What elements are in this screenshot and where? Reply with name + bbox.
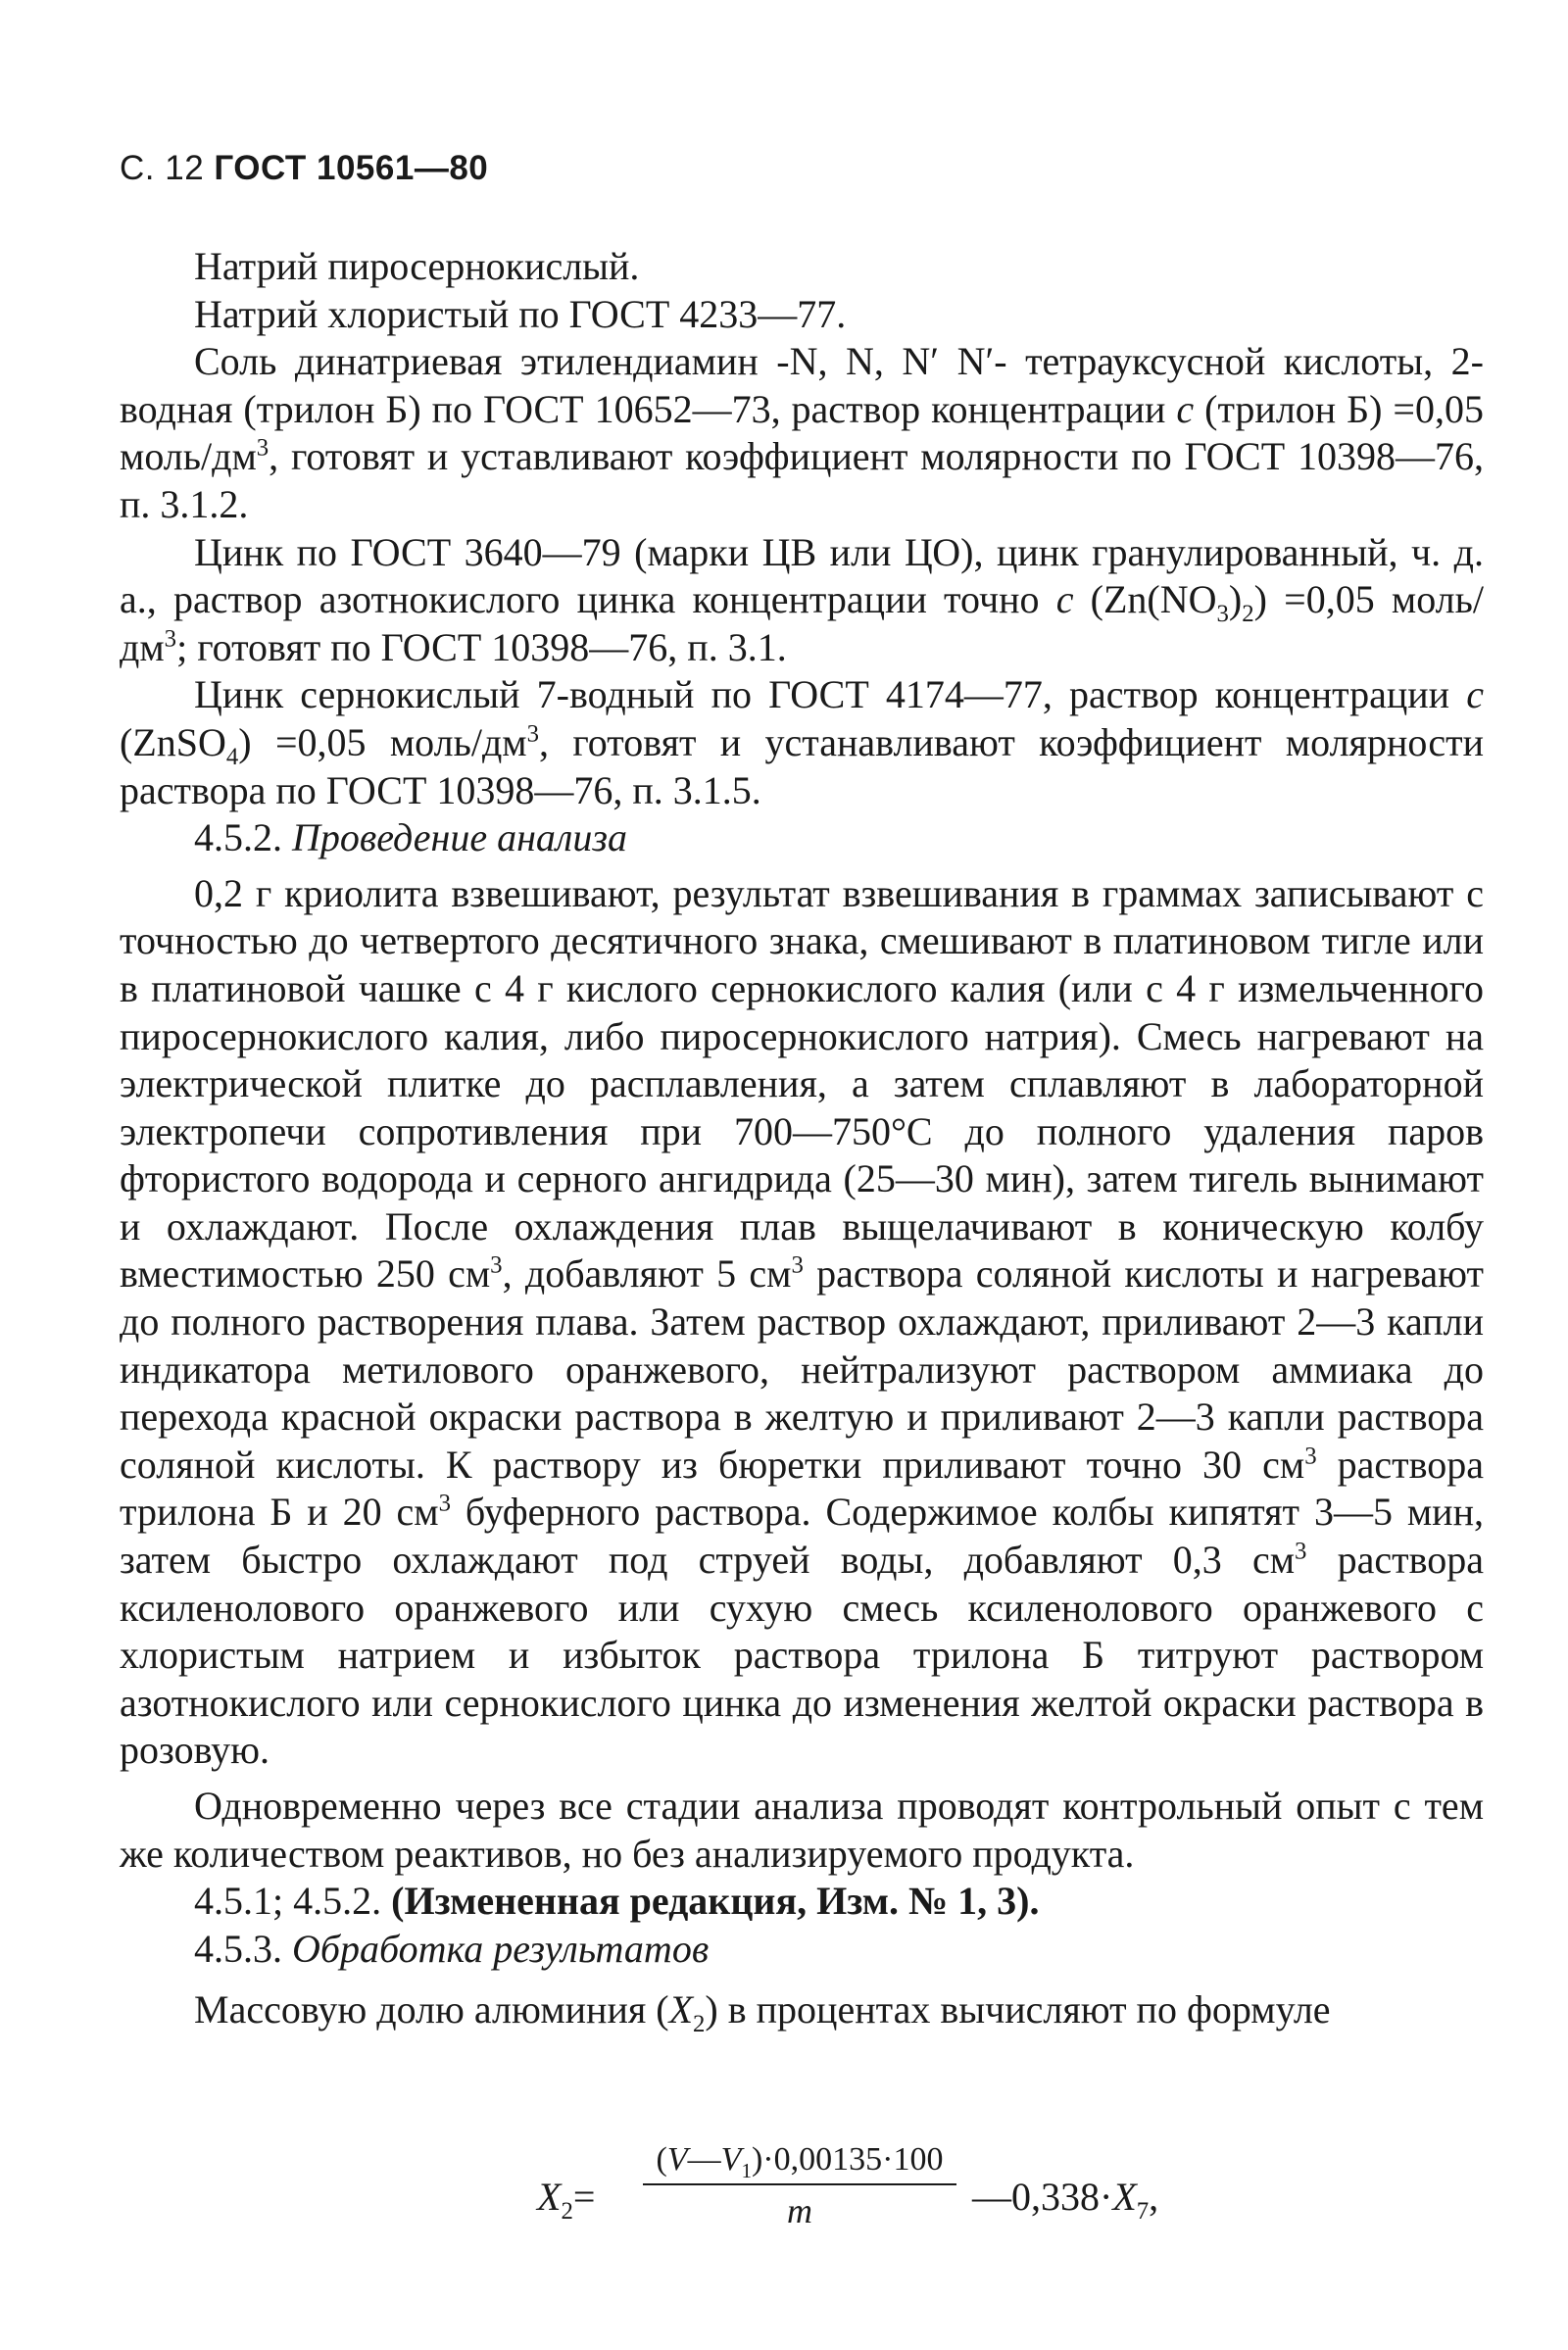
superscript: 3 (791, 1252, 804, 1280)
variable: V (720, 2141, 742, 2178)
paragraph (120, 671, 1484, 814)
subscript: 1 (741, 2158, 752, 2182)
text-run: Массовую долю алюминия ( (194, 1987, 669, 2032)
subscript: 3 (1216, 601, 1229, 628)
text-run: ; готовят по ГОСТ 10398—76, п. 3.1. (176, 624, 787, 669)
text-run: ) (1228, 577, 1243, 622)
text-run: раствора соляной кислоты и нагревают до полного растворения плава. Затем раствор охлаждают, приливают 2—3 капли индикатора метилового оранжевого, нейтрализуют раствором аммиака до перехода красной окраски раствора в желтую и приливают 2—3 капли раствора соляной кислоты. К раствору из бюретки приливают точно 30 см (120, 1251, 1484, 1487)
variable: X (1112, 2175, 1137, 2219)
text-run: ) =0,05 моль/дм (120, 577, 1484, 669)
formula-numerator (643, 2138, 956, 2181)
superscript: 3 (1304, 1443, 1317, 1470)
subscript: 2 (693, 2011, 706, 2038)
text-run: (ZnSO (120, 719, 226, 764)
variable: c (1055, 577, 1074, 622)
variable: X (668, 1987, 694, 2032)
text-run: , готовят и уставливают коэффициент молярности по ГОСТ 10398—76, п. 3.1.2. (120, 434, 1484, 526)
text-run: ) в процентах вычисляют по формуле (705, 1987, 1331, 2032)
amendment-note (120, 1878, 1484, 1926)
text-run: Соль динатриевая этилендиамин -N, N, N′ N′- тетрауксусной кислоты, 2-водная (трилон Б) по ГОСТ 10652—73, раствор концентрации (120, 339, 1484, 431)
text-run: Одновременно через все стадии анализа проводят контрольный опыт с тем же количеством реактивов, но без анализируемого продукта. (120, 1784, 1484, 1876)
text-run: ( (656, 2141, 667, 2178)
section-title: Проведение анализа (292, 815, 627, 860)
section-number: 4.5.2. (194, 815, 292, 860)
superscript: 3 (438, 1491, 452, 1518)
equals-sign: = (572, 2175, 596, 2219)
variable: c (1176, 386, 1195, 431)
body-text (120, 243, 1485, 2038)
text-run: — (687, 2141, 721, 2178)
amendment-label: (Измененная редакция, Изм. № 1, 3). (391, 1879, 1040, 1924)
paragraph (120, 1783, 1484, 1878)
section-number: 4.5.3. (194, 1926, 292, 1971)
section-heading-4-5-2 (120, 814, 1484, 862)
superscript: 3 (256, 435, 270, 463)
text-run: Натрий пиросернокислый. (194, 244, 640, 288)
paragraph (120, 243, 1484, 291)
subscript: 4 (225, 743, 239, 770)
variable: c (1466, 672, 1484, 717)
standard-code: ГОСТ 10561—80 (214, 149, 489, 187)
text-run: )·0,00135·100 (751, 2141, 944, 2178)
superscript: 3 (164, 625, 177, 653)
formula-fraction (643, 2138, 956, 2232)
section-heading-4-5-3 (120, 1926, 1484, 1974)
text-run: (трилон Б) =0,05 моль/дм (120, 386, 1484, 479)
text-run: раствора трилона Б и 20 см (120, 1442, 1485, 1535)
text-run: раствора ксиленолового оранжевого или сухую смесь ксиленолового оранжевого с хлористым натрием и избыток раствора трилона Б титруют раствором азотнокислого или сернокислого цинка до изменения желтой окраски раствора в розовую. (120, 1538, 1484, 1773)
superscript: 3 (490, 1252, 503, 1280)
text-run: Цинк по ГОСТ 3640—79 (марки ЦВ или ЦО), цинк гранулированный, ч. д. а., раствор азотнокислого цинка концентрации точно (120, 529, 1484, 622)
variable: V (666, 2141, 688, 2178)
paragraph (120, 1986, 1484, 2038)
text-run: буферного раствора. Содержимое колбы кипятят 3—5 мин, затем быстро охлаждают под струей воды, добавляют 0,3 см (120, 1490, 1484, 1583)
text-run: , готовят и устанавливают коэффициент молярности раствора по ГОСТ 10398—76, п. 3.1.5. (120, 719, 1484, 812)
text-run: Натрий хлористый по ГОСТ 4233—77. (194, 291, 847, 336)
formula-denominator: m (787, 2191, 812, 2230)
formula-lhs (537, 2174, 596, 2225)
variable: X (537, 2175, 562, 2219)
formula-rhs (972, 2174, 1159, 2225)
superscript: 3 (1295, 1538, 1307, 1565)
page-number: С. 12 (120, 149, 205, 187)
paragraph (120, 529, 1484, 672)
text-run: —0,338· (972, 2175, 1113, 2219)
superscript: 3 (526, 720, 540, 748)
formula-x2 (537, 2138, 1321, 2256)
paragraph (120, 870, 1484, 1775)
text-run: ) =0,05 моль/дм (238, 719, 527, 764)
paragraph (120, 291, 1484, 339)
section-title: Обработка результатов (292, 1926, 710, 1971)
page-header (120, 149, 488, 188)
subscript: 7 (1136, 2198, 1150, 2225)
text-run: (Zn(NO (1073, 577, 1217, 622)
subscript: 2 (1242, 601, 1254, 628)
text-run: 0,2 г криолита взвешивают, результат взвешивания в граммах записывают с точностью до четвертого десятичного знака, смешивают в платиновом тигле или в платиновой чашке с 4 г кислого сернокислого калия (или с 4 г измельченного пиросернокислого калия, либо пиросернокислого натрия). Смесь нагревают на электрической плитке до расплавления, а затем сплавляют в лабораторной электропечи сопротивления при 700—750°С до полного удаления паров фтористого водорода и серного ангидрида (25—30 мин), затем тигель вынимают и охлаждают. После охлаждения плав выщелачивают в коническую колбу вместимостью 250 см (120, 870, 1484, 1297)
text-run: , (1149, 2175, 1159, 2219)
text-run: Цинк сернокислый 7-водный по ГОСТ 4174—77, раствор концентрации (194, 672, 1467, 717)
text-run: 4.5.1; 4.5.2. (194, 1879, 392, 1924)
fraction-bar (643, 2183, 956, 2185)
text-run: , добавляют 5 см (502, 1251, 792, 1297)
subscript: 2 (561, 2198, 573, 2225)
paragraph (120, 338, 1484, 528)
